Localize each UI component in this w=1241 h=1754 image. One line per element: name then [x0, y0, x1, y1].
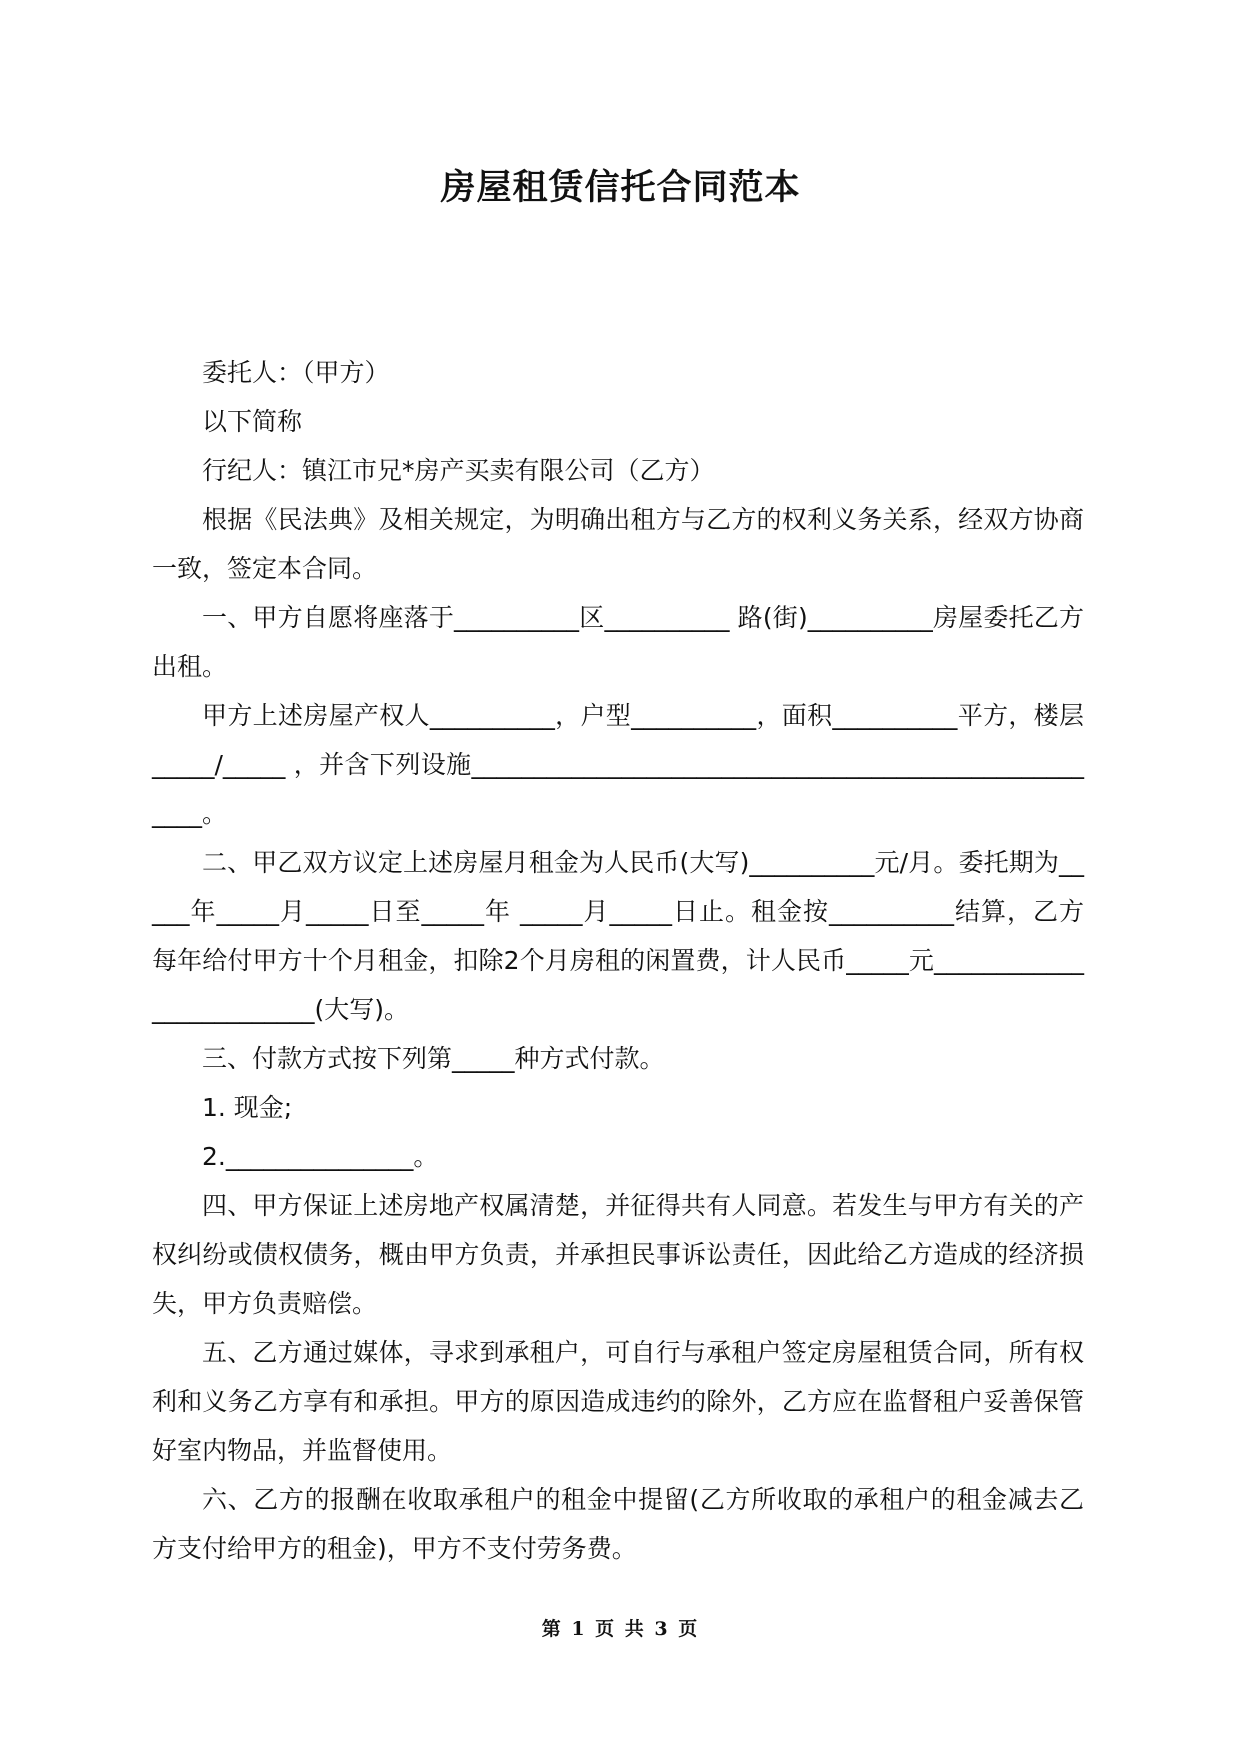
paragraph-preamble: 根据《民法典》及相关规定，为明确出租方与乙方的权利义务关系，经双方协商一致，签定本合同。	[152, 505, 1084, 583]
payment-option-2: 2._______________。	[202, 1142, 439, 1171]
clause-4: 四、甲方保证上述房地产权属清楚，并征得共有人同意。若发生与甲方有关的产权纠纷或债权债务，概由甲方负责，并承担民事诉讼责任，因此给乙方造成的经济损失，甲方负责赔偿。	[152, 1191, 1084, 1318]
page-number: 第 1 页 共 3 页	[541, 1618, 700, 1640]
clause-5: 五、乙方通过媒体，寻求到承租户，可自行与承租户签定房屋租赁合同，所有权利和义务乙方享有和承担。甲方的原因造成违约的除外，乙方应在监督租户妥善保管好室内物品，并监督使用。	[152, 1338, 1084, 1465]
clause-1-details: 甲方上述房屋产权人__________，户型__________，面积__________平方，楼层_____/_____ ，并含下列设施_____________________________________________________。	[152, 701, 1084, 828]
clause-3: 三、付款方式按下列第_____种方式付款。	[202, 1044, 665, 1073]
document-body	[152, 348, 1084, 1573]
clause-1: 一、甲方自愿将座落于__________区__________ 路(街)__________房屋委托乙方出租。	[152, 603, 1084, 681]
paragraph-agent: 行纪人：镇江市兄*房产买卖有限公司（乙方）	[202, 456, 715, 485]
clause-6: 六、乙方的报酬在收取承租户的租金中提留(乙方所收取的承租户的租金减去乙方支付给甲方的租金)，甲方不支付劳务费。	[152, 1485, 1084, 1563]
clause-2: 二、甲乙双方议定上述房屋月租金为人民币(大写)__________元/月。委托期为_____年_____月_____日至_____年 _____月_____日止。租金按__________结算，乙方每年给付甲方十个月租金，扣除2个月房租的闲置费，计人民币_____元_________________________(大写)。	[152, 848, 1084, 1024]
paragraph-abbreviation: 以下简称	[202, 407, 303, 436]
payment-option-1: 1. 现金;	[202, 1093, 293, 1122]
paragraph-principal: 委托人：（甲方）	[202, 358, 390, 387]
document-title: 房屋租赁信托合同范本	[440, 168, 801, 208]
